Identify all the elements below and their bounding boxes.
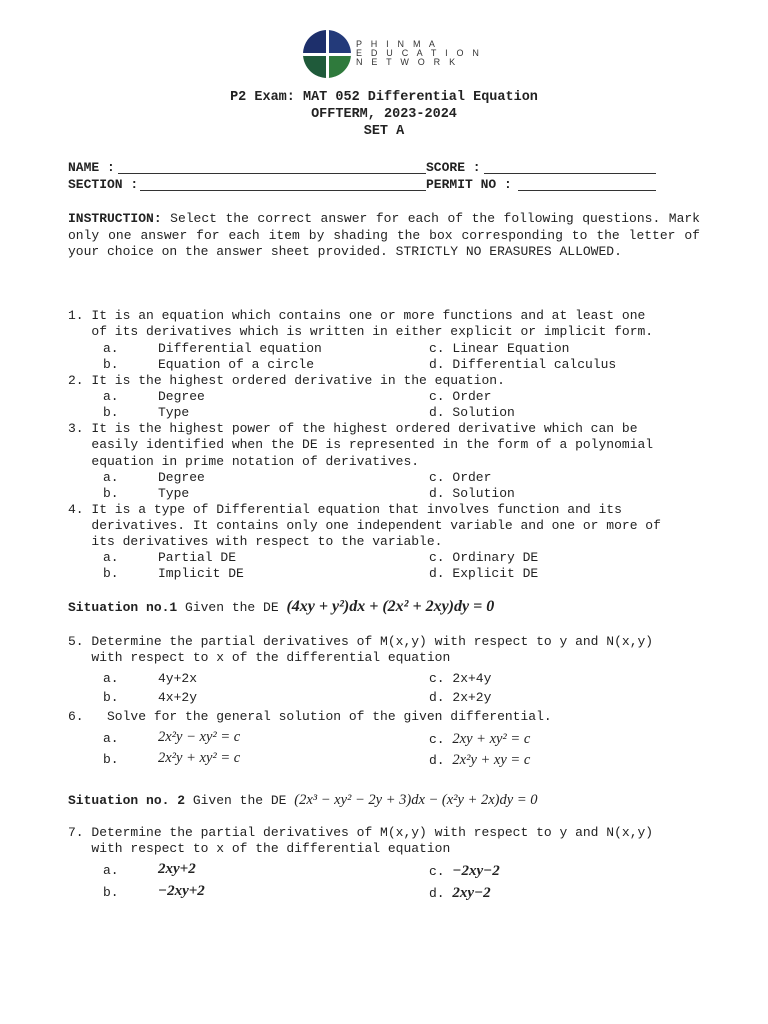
- question-5-line-2: with respect to x of the differential equation: [68, 650, 451, 665]
- q1-letter-b: b.: [103, 357, 119, 372]
- question-7-line-1: 7. Determine the partial derivatives of M(x,y) with respect to y and N(x,y): [68, 825, 654, 840]
- q2-option-c: c. Order: [429, 389, 492, 404]
- q7-option-b: −2xy+2: [158, 883, 205, 899]
- q2-letter-a: a.: [103, 389, 119, 404]
- q3-option-c: c. Order: [429, 470, 492, 485]
- name-field[interactable]: [118, 173, 426, 174]
- situation-1-text: Given the DE: [177, 600, 287, 615]
- q4-option-c: c. Ordinary DE: [429, 550, 539, 565]
- q1-option-d: d. Differential calculus: [429, 357, 617, 372]
- question-5-line-1: 5. Determine the partial derivatives of M(x,y) with respect to y and N(x,y): [68, 634, 654, 649]
- q4-letter-a: a.: [103, 550, 119, 565]
- q6-letter-c: c.: [429, 732, 453, 747]
- q6-option-c: [429, 731, 530, 748]
- q7-letter-d: d.: [429, 886, 453, 901]
- question-3-line-3: equation in prime notation of derivatives.: [68, 454, 420, 469]
- q6-letter-b: b.: [103, 752, 119, 767]
- exam-set: SET A: [363, 124, 405, 139]
- question-1-line-1: 1. It is an equation which contains one or more functions and at least one: [68, 308, 646, 323]
- exam-term: OFFTERM, 2023-2024: [311, 107, 457, 122]
- q6-letter-a: a.: [103, 731, 119, 746]
- section-label: SECTION :: [68, 177, 139, 192]
- q4-option-d: d. Explicit DE: [429, 566, 539, 581]
- q7-option-d-eq: 2xy−2: [452, 885, 491, 901]
- q3-option-a: Degree: [158, 470, 205, 485]
- question-2-line-1: 2. It is the highest ordered derivative in the equation.: [68, 373, 505, 388]
- q5-option-c: c. 2x+4y: [429, 671, 492, 686]
- situation-1-label: Situation no.1: [68, 600, 178, 615]
- instruction-label: INSTRUCTION:: [68, 211, 162, 226]
- q3-option-d: d. Solution: [429, 486, 515, 501]
- q6-option-d: [429, 752, 530, 769]
- logo-line-2: E D U C A T I O N: [356, 48, 483, 58]
- q7-letter-c: c.: [429, 864, 453, 879]
- q6-option-a: 2x²y − xy² = c: [158, 729, 241, 745]
- q1-option-c: c. Linear Equation: [429, 341, 570, 356]
- q5-option-a: 4y+2x: [158, 671, 198, 686]
- score-field[interactable]: [484, 173, 656, 174]
- situation-2-text: Given the DE: [185, 793, 295, 808]
- q1-option-b: Equation of a circle: [158, 357, 315, 372]
- instruction-block: [68, 211, 700, 261]
- q3-option-b: Type: [158, 486, 190, 501]
- q2-option-b: Type: [158, 405, 190, 420]
- q3-letter-b: b.: [103, 486, 119, 501]
- q7-option-d: [429, 885, 491, 902]
- situation-1-equation: (4xy + y²)dx + (2x² + 2xy)dy = 0: [286, 598, 495, 615]
- question-3-line-1: 3. It is the highest power of the highest ordered derivative which can be: [68, 421, 638, 436]
- q1-letter-a: a.: [103, 341, 119, 356]
- situation-2-label: Situation no. 2: [68, 793, 186, 808]
- situation-1: [68, 598, 494, 616]
- permit-label: PERMIT NO :: [426, 177, 512, 192]
- q5-letter-b: b.: [103, 690, 119, 705]
- question-4-line-2: derivatives. It contains only one independent variable and one or more of: [68, 518, 661, 533]
- q2-letter-b: b.: [103, 405, 119, 420]
- q3-letter-a: a.: [103, 470, 119, 485]
- q2-option-a: Degree: [158, 389, 205, 404]
- score-label: SCORE :: [426, 160, 481, 175]
- phinma-logo: [302, 28, 482, 82]
- q7-letter-b: b.: [103, 885, 119, 900]
- q6-option-d-eq: 2x²y + xy = c: [452, 752, 531, 768]
- question-1-line-2: of its derivatives which is written in either explicit or implicit form.: [68, 324, 654, 339]
- q6-option-b: 2x²y + xy² = c: [158, 750, 241, 766]
- q2-option-d: d. Solution: [429, 405, 515, 420]
- q4-letter-b: b.: [103, 566, 119, 581]
- q1-option-a: Differential equation: [158, 341, 322, 356]
- question-4-line-1: 4. It is a type of Differential equation that involves function and its: [68, 502, 622, 517]
- instruction-text: Select the correct answer for each of the following questions. Mark only one answer for each item by shading the box corresponding to the letter of your choice on the answer sheet provided. STRICTLY NO ERASURES ALLOWED.: [68, 211, 700, 259]
- q6-option-c-eq: 2xy + xy² = c: [452, 731, 531, 747]
- q7-option-c: [429, 863, 500, 880]
- q5-letter-a: a.: [103, 671, 119, 686]
- q5-option-d: d. 2x+2y: [429, 690, 492, 705]
- logo-line-1: P H I N M A: [356, 39, 439, 49]
- permit-field[interactable]: [518, 190, 656, 191]
- q7-letter-a: a.: [103, 863, 119, 878]
- section-field[interactable]: [140, 190, 426, 191]
- logo-line-3: N E T W O R K: [356, 57, 459, 67]
- q4-option-a: Partial DE: [158, 550, 237, 565]
- q4-option-b: Implicit DE: [158, 566, 244, 581]
- question-3-line-2: easily identified when the DE is represented in the form of a polynomial: [68, 437, 654, 452]
- question-7-line-2: with respect to x of the differential equation: [68, 841, 451, 856]
- question-4-line-3: its derivatives with respect to the variable.: [68, 534, 443, 549]
- q7-option-c-eq: −2xy−2: [452, 863, 500, 879]
- exam-title: P2 Exam: MAT 052 Differential Equation: [230, 90, 538, 105]
- question-6-line: 6. Solve for the general solution of the given differential.: [68, 709, 552, 724]
- name-label: NAME :: [68, 160, 115, 175]
- q7-option-a: 2xy+2: [158, 861, 196, 877]
- q6-letter-d: d.: [429, 753, 453, 768]
- situation-2: [68, 792, 538, 809]
- q5-option-b: 4x+2y: [158, 690, 198, 705]
- situation-2-equation: (2x³ − xy² − 2y + 3)dx − (x²y + 2x)dy = 0: [294, 792, 538, 808]
- globe-logo-icon: [302, 28, 352, 80]
